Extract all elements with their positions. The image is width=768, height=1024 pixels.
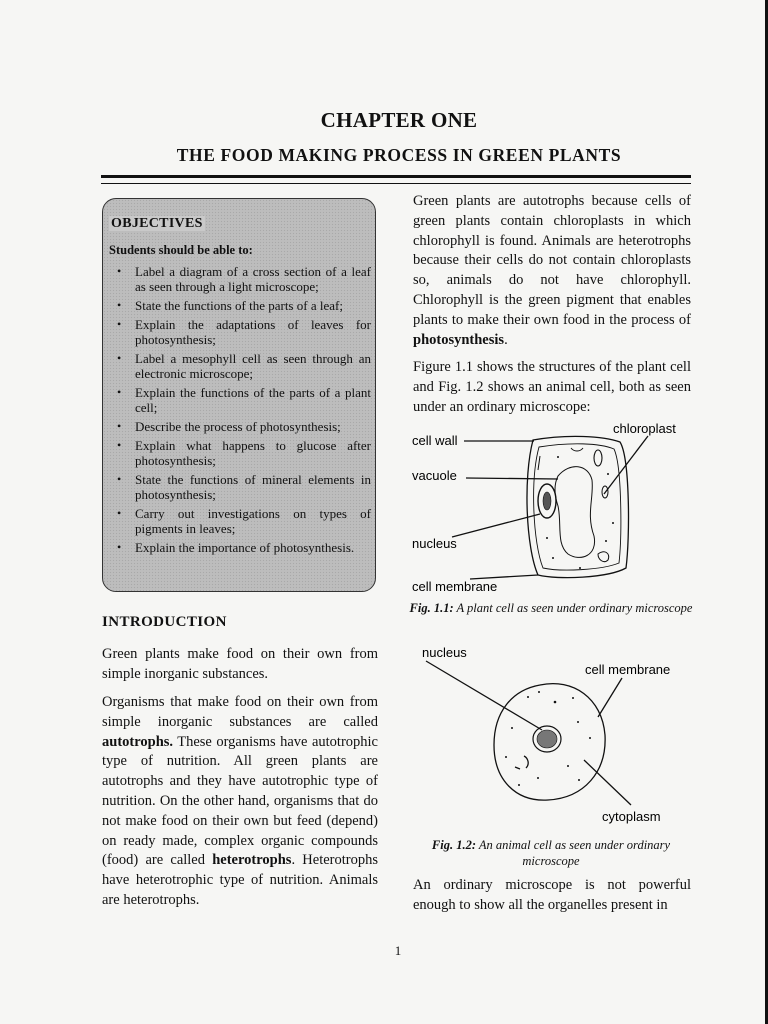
bullet-icon: • [117, 351, 122, 365]
bullet-icon: • [117, 540, 122, 554]
intro-paragraph-1: Green plants make food on their own from simple inorganic substances. [102, 646, 378, 682]
nucleus-label: nucleus [412, 536, 457, 551]
objective-item: • Carry out investigations on types of pigments in leaves; [117, 506, 371, 536]
intro-paragraph-2: Organisms that make food on their own from simple inorganic substances are called autotrophs. These organisms have autotrophic type of nutrition. All green plants are autotrophs and they have autotrophic type of nutrition. On the other hand, organisms that do not make food on their own but feed (depend) on ready made, complex organic compounds (food) are called heterotrophs. Heterotrophs have heterotrophic type of nutrition. Animals are heterotrophs. [102, 694, 378, 908]
figure-2-caption: Fig. 1.2: An animal cell as seen under ordinary microscope [431, 838, 671, 868]
chloroplast-label: chloroplast [613, 421, 676, 436]
bullet-icon: • [117, 419, 122, 433]
objective-item: • Explain the functions of the parts of a plant cell; [117, 385, 371, 415]
animal-cell-diagram [408, 640, 698, 830]
title-rule-thick [101, 175, 691, 178]
bullet-icon: • [117, 506, 122, 520]
cell-wall-label: cell wall [412, 433, 458, 448]
objective-item: • State the functions of mineral elements in photosynthesis; [117, 472, 371, 502]
objective-item: • Explain the importance of photosynthesis. [117, 540, 355, 555]
objective-item: • Describe the process of photosynthesis; [117, 419, 341, 434]
bullet-icon: • [117, 385, 122, 399]
chapter-title: CHAPTER ONE [320, 108, 478, 132]
objectives-title: OBJECTIVES [111, 216, 203, 231]
plant-cell-diagram [408, 418, 698, 596]
bullet-icon: • [117, 264, 122, 278]
introduction-heading: INTRODUCTION [102, 614, 227, 630]
bullet-icon: • [117, 438, 122, 452]
objective-item: • Label a diagram of a cross section of a leaf as seen through a light microscope; [117, 264, 371, 294]
vacuole-label: vacuole [412, 468, 457, 483]
title-rule-thin [101, 183, 691, 184]
right-paragraph-3: An ordinary microscope is not powerful enough to show all the organelles present in [413, 877, 691, 913]
objective-item: • Explain the adaptations of leaves for photosynthesis; [117, 317, 371, 347]
bullet-icon: • [117, 472, 122, 486]
cell-membrane-label: cell membrane [585, 662, 671, 677]
cell-membrane-label: cell membrane [412, 579, 498, 594]
objectives-lead: Students should be able to: [109, 243, 253, 257]
objectives-box [102, 198, 376, 592]
bullet-icon: • [117, 298, 122, 312]
nucleus-label: nucleus [422, 645, 467, 660]
cytoplasm-label: cytoplasm [602, 809, 661, 824]
objective-item: • Label a mesophyll cell as seen through an electronic microscope; [117, 351, 371, 381]
page-number: 1 [394, 943, 402, 958]
objectives-list [109, 264, 371, 555]
objective-item: • State the functions of the parts of a leaf; [117, 298, 343, 313]
figure-1-caption: Fig. 1.1: A plant cell as seen under ordinary microscope [409, 601, 693, 615]
right-paragraph-1: Green plants are autotrophs because cells of green plants contain chloroplasts in which chlorophyll is found. Animals are heterotrophs because their cells do not contain chloroplasts so, animals do not have chlorophyll. Chlorophyll is the green pigment that enables plants to make their own food in the process of photosynthesis. [413, 193, 691, 348]
right-paragraph-2: Figure 1.1 shows the structures of the plant cell and Fig. 1.2 shows an animal cell, both as seen under an ordinary microscope: [413, 359, 691, 415]
bullet-icon: • [117, 317, 122, 331]
objective-item: • Explain what happens to glucose after photosynthesis; [117, 438, 371, 468]
chapter-subtitle: THE FOOD MAKING PROCESS IN GREEN PLANTS [176, 145, 622, 165]
